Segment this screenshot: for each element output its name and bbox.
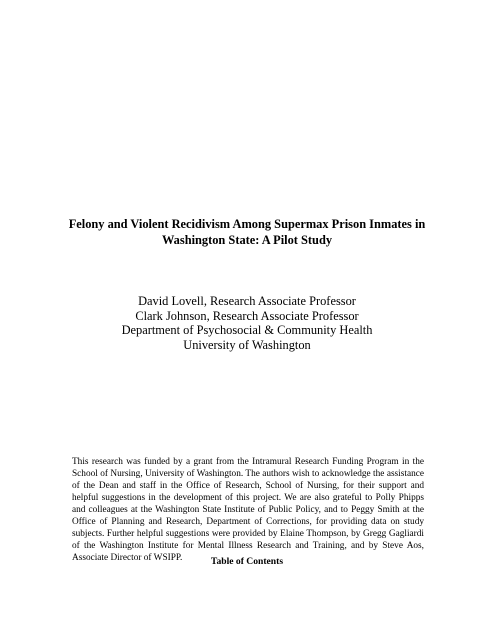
- title-line-1: Felony and Violent Recidivism Among Supermax Prison Inmates in: [68, 217, 426, 231]
- table-of-contents-heading: Table of Contents: [210, 556, 284, 567]
- author-block: [40, 294, 454, 352]
- author-university: University of Washington: [183, 337, 311, 352]
- author-line-1: David Lovell, Research Associate Professor: [138, 294, 356, 308]
- author-line-2: Clark Johnson, Research Associate Professor: [135, 308, 359, 323]
- author-department: Department of Psychosocial & Community Health: [121, 323, 373, 338]
- acknowledgment-paragraph: This research was funded by a grant from the Intramural Research Funding Program in the School of Nursing, University of Washington. The authors wish to acknowledge the assistance of the Dean and staff in the Office of Research, School of Nursing, for their support and helpful suggestions in the development of this project. We are also grateful to Polly Phipps and colleagues at the Washington State Institute of Public Policy, and to Peggy Smith at the Office of Planning and Research, Department of Corrections, for providing data on study subjects. Further helpful suggestions were provided by Elaine Thompson, by Gregg Gagliardi of the Washington Institute for Mental Illness Research and Training, and by Steve Aos, Associate Director of WSIPP.: [72, 457, 424, 563]
- title-line-2: Washington State: A Pilot Study: [161, 233, 333, 247]
- document-title: [40, 216, 454, 248]
